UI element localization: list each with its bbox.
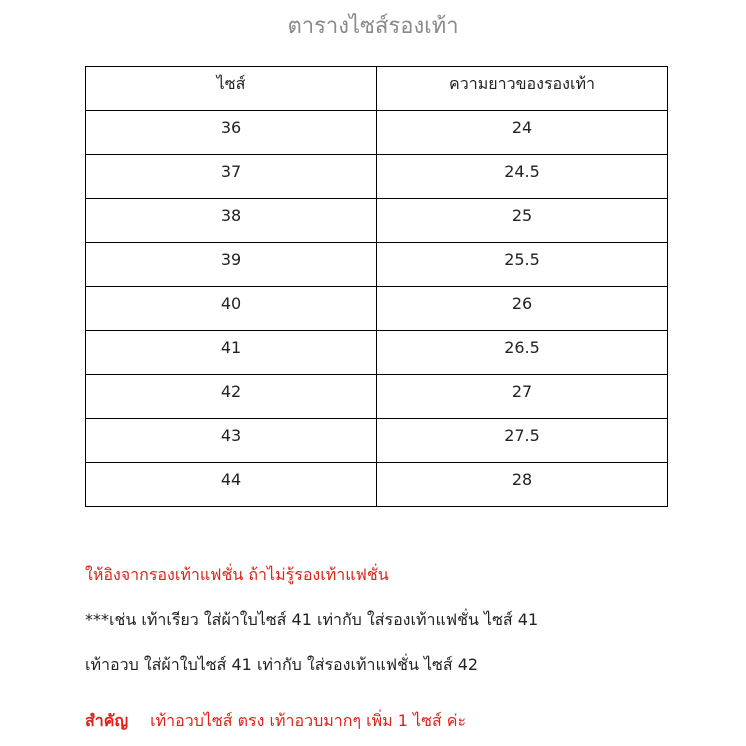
header-size: ไซส์ xyxy=(86,67,377,111)
cell-length: 27.5 xyxy=(377,419,668,463)
note-reference-fashion-shoes: ให้อิงจากรองเท้าแฟชั่น ถ้าไม่รู้รองเท้าแฟชั่น xyxy=(85,565,389,584)
cell-length: 24 xyxy=(377,111,668,155)
cell-size: 40 xyxy=(86,287,377,331)
table-row xyxy=(86,287,668,331)
table-row xyxy=(86,111,668,155)
cell-size: 36 xyxy=(86,111,377,155)
cell-size: 39 xyxy=(86,243,377,287)
cell-length: 28 xyxy=(377,463,668,507)
cell-length: 24.5 xyxy=(377,155,668,199)
table-row xyxy=(86,243,668,287)
cell-length: 26 xyxy=(377,287,668,331)
cell-size: 43 xyxy=(86,419,377,463)
cell-size: 41 xyxy=(86,331,377,375)
table-row xyxy=(86,331,668,375)
table-row xyxy=(86,463,668,507)
important-text: เท้าอวบไซส์ ตรง เท้าอวบมากๆ เพิ่ม 1 ไซส์ ค่ะ xyxy=(150,711,467,730)
cell-size: 42 xyxy=(86,375,377,419)
table-row xyxy=(86,155,668,199)
table-row xyxy=(86,375,668,419)
cell-length: 25.5 xyxy=(377,243,668,287)
important-note xyxy=(85,710,466,732)
table-header-row xyxy=(86,67,668,111)
note-example-slim-feet: ***เช่น เท้าเรียว ใส่ผ้าใบไซส์ 41 เท่ากับ ใส่รองเท้าแฟชั่น ไซส์ 41 xyxy=(85,610,539,629)
cell-size: 38 xyxy=(86,199,377,243)
note-example-wide-feet: เท้าอวบ ใส่ผ้าใบไซส์ 41 เท่ากับ ใส่รองเท้าแฟชั่น ไซส์ 42 xyxy=(85,655,479,674)
cell-length: 26.5 xyxy=(377,331,668,375)
cell-length: 27 xyxy=(377,375,668,419)
table-row xyxy=(86,199,668,243)
size-chart-table xyxy=(85,66,668,507)
cell-size: 37 xyxy=(86,155,377,199)
page-title: ตารางไซส์รองเท้า xyxy=(287,14,459,39)
important-label: สำคัญ xyxy=(85,711,129,730)
cell-length: 25 xyxy=(377,199,668,243)
header-shoe-length: ความยาวของรองเท้า xyxy=(377,67,668,111)
cell-size: 44 xyxy=(86,463,377,507)
table-row xyxy=(86,419,668,463)
